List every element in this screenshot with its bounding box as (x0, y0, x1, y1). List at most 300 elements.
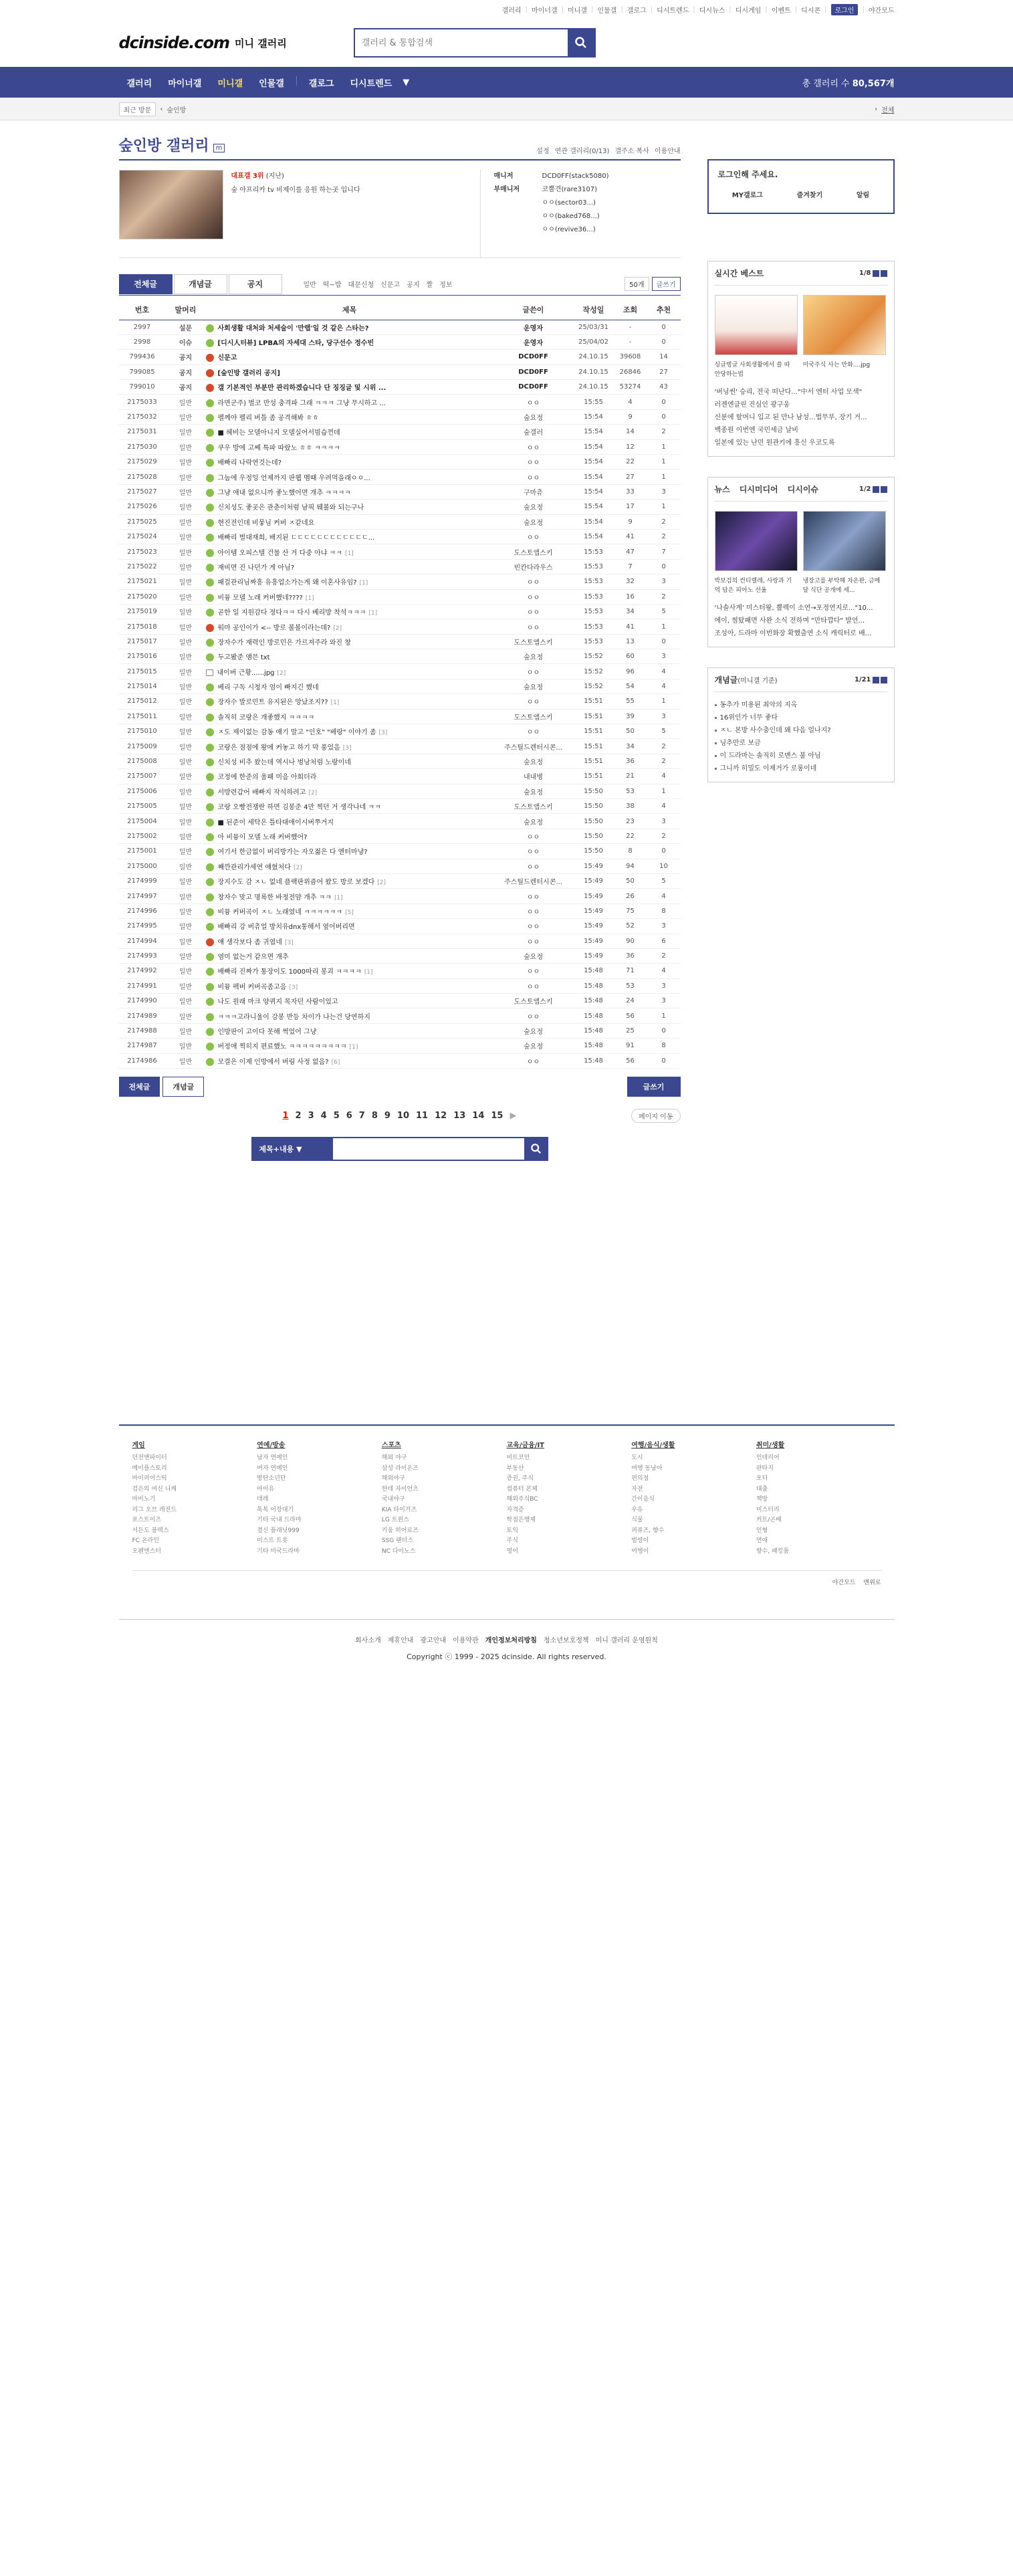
table-row[interactable] (119, 559, 681, 574)
page-link-10[interactable]: 10 (397, 1110, 410, 1121)
post-title[interactable]: 코랑 오빵전쟁란 하면 김봉준 4만 찍던 거 생각나네 ㅋㅋ (217, 804, 381, 812)
post-title[interactable]: ㅋㅋㅋ고라니울이 강봉 반등 차이가 나는건 당연하지 (217, 1013, 370, 1021)
writer-name[interactable]: 도스토앱스키 (514, 998, 553, 1006)
head-filter-5[interactable]: 짤 (426, 282, 433, 289)
page-link-4[interactable]: 4 (320, 1110, 327, 1121)
footer-link[interactable]: 결신 플래닛999 (257, 1527, 300, 1534)
post-writer[interactable] (493, 919, 574, 934)
post-title[interactable]: 두고봤준 앰믄 txt (217, 654, 270, 662)
top-link-3[interactable]: 인물갤 (597, 7, 617, 15)
post-title[interactable]: 장자수 발로민트 유지된은 망났조지?? (217, 699, 328, 707)
post-writer[interactable] (493, 694, 574, 709)
footer-policy-link[interactable]: 미니 갤러리 운영원칙 (595, 1637, 658, 1644)
writer-name[interactable]: ㅇㅇ (526, 908, 540, 916)
post-subject[interactable] (206, 425, 493, 439)
post-subject[interactable] (206, 679, 493, 693)
footer-link[interactable]: 해외주식BC (506, 1496, 538, 1503)
login-title[interactable]: 로그인해 주세요. (717, 170, 778, 179)
footer-col-title[interactable]: 교육/금융/IT (506, 1442, 545, 1449)
next-icon[interactable] (881, 677, 887, 683)
post-title[interactable]: 베리 구독 시청자 엄이 빠지긴 했네 (217, 684, 319, 692)
post-writer[interactable] (493, 409, 574, 424)
reply-count[interactable]: [6] (331, 1059, 340, 1066)
post-title[interactable]: 비뮹 펙버 커버곡좀고음 (217, 983, 287, 991)
search-type-select[interactable]: 제목+내용 ▼ (251, 1137, 333, 1161)
footer-col-title[interactable]: 스포츠 (381, 1442, 401, 1449)
footer-policy-link[interactable]: 회사소개 (355, 1637, 381, 1644)
post-writer[interactable] (493, 380, 574, 395)
footer-link[interactable]: 키움 히어로즈 (381, 1527, 419, 1534)
table-row[interactable] (119, 679, 681, 693)
post-subject[interactable] (206, 634, 493, 649)
writer-name[interactable]: 구마츄 (524, 489, 543, 497)
post-subject[interactable] (206, 934, 493, 948)
table-row[interactable] (119, 529, 681, 544)
reply-count[interactable]: [2] (377, 879, 386, 887)
news-tab-1[interactable]: 디시미디어 (739, 485, 778, 494)
post-writer[interactable] (493, 844, 574, 859)
writer-name[interactable]: 주스틸드렌터시콘... (504, 879, 562, 887)
best-item[interactable]: 백종원 이번엔 국민세금 날비 (714, 427, 798, 434)
top-link-11[interactable]: 야간모드 (868, 7, 895, 15)
post-subject[interactable] (206, 1023, 493, 1038)
post-writer[interactable] (493, 964, 574, 978)
post-title[interactable]: 현진전인데 비뭏님 커버 ㅈ같네요 (217, 519, 315, 527)
post-title[interactable]: 째깐관리가세연 얘혔처다 (217, 863, 291, 871)
reply-count[interactable]: [3] (342, 744, 352, 752)
hot-posts-button[interactable]: 개념글 (162, 1077, 204, 1097)
post-title[interactable]: 아 비뮹이 모델 노래 커버했어? (217, 833, 308, 841)
top-link-8[interactable]: 이벤트 (771, 7, 791, 15)
writer-name[interactable]: 숲요정 (524, 1029, 543, 1037)
writer-name[interactable]: 운영자 (524, 340, 543, 348)
login-btn-2[interactable]: 알림 (856, 192, 870, 199)
footer-col-title[interactable]: 게임 (132, 1442, 145, 1449)
footer-link[interactable]: 인형 (756, 1527, 768, 1534)
post-writer[interactable] (493, 1023, 574, 1038)
table-row[interactable] (119, 844, 681, 859)
post-writer[interactable] (493, 829, 574, 843)
post-subject[interactable] (206, 469, 493, 484)
post-subject[interactable] (206, 873, 493, 888)
footer-link[interactable]: 던전앤파이터 (132, 1455, 167, 1461)
post-title[interactable]: 비뮹 커버곡이 ㅈㄴ 노래였네 ㅋㅋㅋㅋㅋㅋ (217, 908, 343, 916)
best-item[interactable]: 신분에 할머니 입고 된 만나 남성...법무부, 장기 거... (714, 414, 867, 421)
footer-link[interactable]: 판타지 (756, 1465, 774, 1472)
post-subject[interactable] (206, 439, 493, 454)
bottom-search-input[interactable] (333, 1137, 524, 1161)
writer-name[interactable]: 숲요정 (524, 954, 543, 962)
footer-link[interactable]: 한데 자이언츠 (381, 1485, 419, 1493)
table-row[interactable] (119, 589, 681, 604)
footer-link[interactable]: 바이퍼어스틱 (132, 1475, 167, 1482)
post-title[interactable]: 얘 생각보다 좀 귀엽네 (217, 938, 282, 946)
post-subject[interactable] (206, 514, 493, 529)
arrow-right-icon[interactable]: › (875, 105, 878, 113)
reply-count[interactable]: [1] (334, 894, 343, 901)
head-filter-2[interactable]: 대문신청 (348, 282, 374, 289)
footer-link[interactable]: 오펜앤스터 (132, 1547, 161, 1555)
post-subject[interactable] (206, 784, 493, 798)
table-row[interactable] (119, 395, 681, 409)
top-link-9[interactable]: 디시콘 (801, 7, 821, 15)
top-link-7[interactable]: 디시게임 (735, 7, 762, 15)
head-filter-6[interactable]: 정보 (439, 282, 453, 289)
table-row[interactable] (119, 380, 681, 395)
to-top-link[interactable]: 맨위로 (863, 1580, 881, 1586)
nav-item-2[interactable]: 미니갤 (217, 78, 243, 89)
post-writer[interactable] (493, 455, 574, 469)
news-item[interactable]: 에이, 썸탔패면 사완 소식 전하며 "만타깝다" 발언... (714, 617, 865, 625)
table-row[interactable] (119, 948, 681, 963)
footer-link[interactable]: 검은의 여신 니케 (132, 1485, 177, 1493)
writer-name[interactable]: ㅇㅇ (526, 1058, 540, 1066)
post-subject[interactable] (206, 484, 493, 499)
footer-link[interactable]: 비트코인 (506, 1455, 530, 1461)
table-row[interactable] (119, 439, 681, 454)
gallery-option-1[interactable]: 연관 갤러리(0/13) (554, 148, 610, 155)
post-subject[interactable] (206, 829, 493, 843)
table-row[interactable] (119, 574, 681, 589)
footer-link[interactable]: 퍼퓨즈, 향수 (631, 1527, 665, 1534)
recent-item[interactable]: 숲인방 (166, 106, 187, 114)
footer-link[interactable]: 방탄소년단 (257, 1475, 286, 1482)
page-link-5[interactable]: 5 (333, 1110, 340, 1121)
post-subject[interactable] (206, 859, 493, 873)
reply-count[interactable]: [2] (277, 669, 286, 677)
footer-link[interactable]: 마비노기 (132, 1496, 156, 1503)
table-row[interactable] (119, 484, 681, 499)
table-row[interactable] (119, 500, 681, 514)
writer-name[interactable]: ㅇㅇ (526, 459, 540, 467)
table-row[interactable] (119, 964, 681, 978)
footer-link[interactable]: 우유 (631, 1506, 643, 1513)
hot-item[interactable]: 16위인가 너무 좋다 (715, 712, 887, 724)
reply-count[interactable]: [3] (378, 730, 388, 737)
footer-link[interactable]: 편의점 (631, 1475, 649, 1482)
post-title[interactable]: 염미 없는거 같으면 개추 (217, 954, 289, 962)
bottom-search-button[interactable] (524, 1137, 548, 1161)
footer-link[interactable]: 책방 (756, 1496, 768, 1503)
post-writer[interactable] (493, 754, 574, 768)
gallery-option-3[interactable]: 이용안내 (654, 148, 681, 155)
writer-name[interactable]: ㅇㅇ (526, 699, 540, 707)
post-title[interactable]: 서방련갑어 배빠지 작석하려고 (217, 788, 306, 796)
writer-name[interactable]: ㅇㅇ (526, 609, 540, 617)
table-row[interactable] (119, 469, 681, 484)
gallery-title[interactable]: 숲인방 갤러리 (118, 138, 209, 154)
writer-name[interactable]: DCD0FF (518, 353, 548, 361)
page-link-7[interactable]: 7 (358, 1110, 365, 1121)
footer-link[interactable]: 포터 (756, 1475, 768, 1482)
post-writer[interactable] (493, 814, 574, 829)
post-title[interactable]: 배빠리 나락연것는데? (217, 459, 282, 467)
writer-name[interactable]: 도스토앱스키 (514, 549, 553, 557)
post-title[interactable]: 워마 공인이가 <-- 방로 볼볼이라는데? (217, 624, 331, 632)
footer-policy-link[interactable]: 제휴안내 (387, 1637, 414, 1644)
search-input[interactable] (355, 29, 568, 56)
table-row[interactable] (119, 1053, 681, 1068)
table-row[interactable] (119, 873, 681, 888)
table-row[interactable] (119, 829, 681, 843)
post-subject[interactable] (206, 978, 493, 993)
footer-link[interactable]: 기타 미국드라마 (257, 1547, 300, 1555)
nav-item-3[interactable]: 인물갤 (259, 78, 284, 89)
writer-name[interactable]: ㅇㅇ (526, 863, 540, 871)
footer-link[interactable]: 주식 (506, 1537, 518, 1544)
table-row[interactable] (119, 320, 681, 334)
nav-item-5[interactable]: 디시트렌드 (350, 78, 392, 89)
post-subject[interactable] (206, 380, 493, 395)
post-subject[interactable] (206, 334, 493, 349)
next-icon[interactable] (881, 270, 887, 277)
post-writer[interactable] (493, 649, 574, 664)
footer-link[interactable]: 부동산 (506, 1465, 524, 1472)
footer-link[interactable]: 연애 (756, 1537, 768, 1544)
top-link-6[interactable]: 디시뉴스 (699, 7, 725, 15)
best-caption[interactable]: 미국주식 사는 만화....jpg (802, 362, 871, 368)
prev-icon[interactable] (873, 677, 879, 683)
post-subject[interactable] (206, 529, 493, 544)
post-writer[interactable] (493, 604, 574, 619)
writer-name[interactable]: 주스틸드렌터시콘... (504, 744, 562, 752)
post-writer[interactable] (493, 439, 574, 454)
post-subject[interactable] (206, 500, 493, 514)
writer-name[interactable]: 숲갤러 (524, 429, 543, 437)
table-row[interactable] (119, 1008, 681, 1023)
post-subject[interactable] (206, 844, 493, 859)
reply-count[interactable]: [1] (359, 580, 368, 587)
table-row[interactable] (119, 409, 681, 424)
submanager-name[interactable]: ㅇㅇ(revive36...) (542, 226, 596, 233)
table-row[interactable] (119, 919, 681, 934)
hot-item[interactable]: 그니까 히밀도 이제거가 로롱이네 (715, 762, 887, 775)
footer-link[interactable]: 기타 국내 드라마 (257, 1517, 302, 1523)
tab-notice[interactable]: 공지 (229, 274, 282, 294)
writer-name[interactable]: ㅇㅇ (526, 938, 540, 946)
site-logo[interactable]: dcinside.com (118, 33, 230, 52)
post-subject[interactable] (206, 903, 493, 918)
footer-col-title[interactable]: 취미/생활 (756, 1442, 785, 1449)
writer-name[interactable]: ㅇㅇ (526, 968, 540, 976)
tab-all[interactable]: 전체글 (119, 274, 173, 294)
top-link-0[interactable]: 갤러리 (501, 7, 522, 15)
table-row[interactable] (119, 903, 681, 918)
footer-policy-link[interactable]: 청소년보호정책 (543, 1637, 589, 1644)
login-btn-1[interactable]: 즐겨찾기 (796, 192, 823, 199)
footer-link[interactable]: 여자 연예인 (257, 1465, 288, 1472)
table-row[interactable] (119, 859, 681, 873)
reply-count[interactable]: [3] (289, 984, 298, 991)
top-link-1[interactable]: 마이너갤 (531, 7, 558, 15)
table-row[interactable] (119, 619, 681, 634)
manager-name[interactable]: DCD0FF(stack5080) (542, 173, 609, 180)
reply-count[interactable]: [2] (293, 864, 302, 871)
post-writer[interactable] (493, 559, 574, 574)
table-row[interactable] (119, 664, 681, 679)
news-tab-2[interactable]: 디시이슈 (787, 485, 819, 494)
page-link-13[interactable]: 13 (453, 1110, 466, 1121)
post-title[interactable]: 내이버 근황......jpg (217, 669, 275, 677)
footer-link[interactable]: FC 온라인 (132, 1537, 159, 1544)
writer-name[interactable]: 숲요정 (524, 504, 543, 512)
footer-link[interactable]: 영어 (506, 1547, 518, 1555)
hot-item[interactable]: ㅈㄴ 본방 사수충인데 왜 다음 얼나지? (715, 724, 887, 737)
page-link-14[interactable]: 14 (472, 1110, 485, 1121)
writer-name[interactable]: ㅇㅇ (526, 893, 540, 901)
reply-count[interactable]: [2] (333, 625, 342, 632)
post-title[interactable]: 쿠우 방에 고쎄 특파 따랐노 ㅎㅎ ㅋㅋㅋㅋ (217, 444, 340, 452)
writer-name[interactable]: ㅇㅇ (526, 729, 540, 737)
post-writer[interactable] (493, 364, 574, 379)
head-filter-3[interactable]: 신문고 (380, 282, 401, 289)
post-writer[interactable] (493, 664, 574, 679)
footer-link[interactable]: 리그 오브 레전드 (132, 1506, 177, 1513)
footer-link[interactable]: 국내야구 (381, 1496, 405, 1503)
post-writer[interactable] (493, 425, 574, 439)
submanager-name[interactable]: ㅇㅇ(sector03...) (542, 199, 596, 207)
post-writer[interactable] (493, 529, 574, 544)
post-writer[interactable] (493, 709, 574, 724)
post-writer[interactable] (493, 589, 574, 604)
post-writer[interactable] (493, 334, 574, 349)
news-item[interactable]: '나솔사계' 미스터왕, 뿔렉이 소연→포정연지로..."10... (714, 605, 873, 612)
post-subject[interactable] (206, 964, 493, 978)
post-title[interactable]: 장지수도 감 ㅈㄴ 없네 플랙판위즘어 왔도 방로 보겠다 (217, 879, 375, 887)
post-writer[interactable] (493, 1039, 574, 1053)
post-writer[interactable] (493, 948, 574, 963)
post-writer[interactable] (493, 889, 574, 903)
post-subject[interactable] (206, 1053, 493, 1068)
post-subject[interactable] (206, 889, 493, 903)
writer-name[interactable]: ㅇㅇ (526, 669, 540, 677)
table-row[interactable] (119, 514, 681, 529)
post-writer[interactable] (493, 320, 574, 334)
post-writer[interactable] (493, 934, 574, 948)
post-title[interactable]: 나도 원래 마크 양퀴지 목자던 사람이었고 (217, 998, 338, 1006)
post-writer[interactable] (493, 994, 574, 1008)
post-subject[interactable] (206, 619, 493, 634)
count-select[interactable]: 50개 (625, 277, 649, 291)
post-subject[interactable] (206, 350, 493, 364)
footer-link[interactable]: 해외 야구 (381, 1455, 407, 1461)
post-subject[interactable] (206, 364, 493, 379)
post-subject[interactable] (206, 919, 493, 934)
writer-name[interactable]: ㅇㅇ (526, 444, 540, 452)
writer-name[interactable]: 내내병 (524, 774, 543, 782)
post-subject[interactable] (206, 320, 493, 334)
post-title[interactable]: [숲인방 갤러리 공지] (217, 369, 280, 377)
table-row[interactable] (119, 769, 681, 784)
post-title[interactable]: 코정에 한준의 울패 미음 아회더라 (217, 774, 317, 782)
arrow-left-icon[interactable]: ‹ (160, 105, 163, 113)
nav-item-4[interactable]: 갤로그 (308, 78, 334, 89)
all-button[interactable]: 전체 (881, 106, 895, 114)
all-posts-button[interactable]: 전체글 (119, 1077, 160, 1097)
reply-count[interactable]: [1] (368, 610, 378, 617)
table-row[interactable] (119, 934, 681, 948)
post-subject[interactable] (206, 814, 493, 829)
gallery-option-0[interactable]: 설정 (536, 148, 550, 155)
reply-count[interactable]: [1] (344, 550, 354, 557)
table-row[interactable] (119, 754, 681, 768)
post-title[interactable]: ■ 헤비는 모델아니지 모델실어서빔습껀데 (217, 429, 340, 437)
post-title[interactable]: 라면군주) 벌코 만성 충격파 그래 ㅋㅋㅋ 그냥 무시하고 ... (217, 399, 386, 407)
footer-link[interactable]: 컴퓨터 본체 (506, 1485, 538, 1493)
post-subject[interactable] (206, 604, 493, 619)
writer-name[interactable]: 빈칸다라우스 (514, 564, 553, 572)
footer-link[interactable]: 미스터리 (756, 1506, 780, 1513)
post-subject[interactable] (206, 948, 493, 963)
post-writer[interactable] (493, 799, 574, 814)
head-filter-4[interactable]: 공지 (407, 282, 420, 289)
writer-name[interactable]: 숲요정 (524, 759, 543, 767)
table-row[interactable] (119, 724, 681, 739)
login-btn-0[interactable]: MY갤로그 (731, 192, 763, 199)
table-row[interactable] (119, 544, 681, 559)
footer-link[interactable]: 아이유 (257, 1485, 275, 1493)
footer-link[interactable]: 데레 (257, 1496, 269, 1503)
post-subject[interactable] (206, 724, 493, 739)
footer-policy-link[interactable]: 광고안내 (420, 1637, 447, 1644)
post-subject[interactable] (206, 664, 493, 679)
post-title[interactable]: 인방판이 고이다 못해 썩었어 그냥 (217, 1029, 317, 1037)
writer-name[interactable]: 운영자 (524, 324, 543, 332)
post-title[interactable]: 장자수가 재력인 방로민은 가르져주라 와진 창 (217, 639, 351, 647)
news-caption[interactable]: 박보검의 컨티렐레, 사랑과 기억 담은 피아노 선율 (714, 578, 792, 594)
post-subject[interactable] (206, 694, 493, 709)
recent-visit-button[interactable]: 최근 방문 (119, 102, 156, 116)
writer-name[interactable]: 숲요정 (524, 654, 543, 662)
top-link-10[interactable]: 로그인 (831, 4, 859, 15)
post-subject[interactable] (206, 994, 493, 1008)
writer-name[interactable]: ㅇㅇ (526, 399, 540, 407)
footer-link[interactable]: LG 트윈스 (381, 1517, 409, 1523)
reply-count[interactable]: [1] (364, 969, 373, 976)
footer-link[interactable]: 식물 (631, 1517, 643, 1523)
post-title[interactable]: 신치성도 좋곳은 관춘이처럼 남픽 퉤볼와 되는구나 (217, 504, 364, 512)
table-row[interactable] (119, 634, 681, 649)
post-title[interactable]: ■ 된준이 세탁은 틀타대애이시버쭈거지 (217, 819, 334, 827)
post-subject[interactable] (206, 649, 493, 664)
top-link-2[interactable]: 미니갤 (567, 7, 587, 15)
post-subject[interactable] (206, 409, 493, 424)
post-title[interactable]: 신치성 비추 왔는데 역시나 벙낭처럼 노랑이네 (217, 759, 351, 767)
footer-link[interactable]: 증권, 주식 (506, 1475, 534, 1482)
news-tab-0[interactable]: 뉴스 (714, 485, 730, 494)
post-writer[interactable] (493, 784, 574, 798)
write-button[interactable]: 글쓰기 (627, 1077, 681, 1097)
post-title[interactable]: 버정애 찍히지 편료했노 ㅋㅋㅋㅋㅋㅋㅋㅋㅋ (217, 1043, 347, 1051)
table-row[interactable] (119, 350, 681, 364)
submanager-name[interactable]: 코뿔견(rare3107) (542, 186, 598, 193)
post-writer[interactable] (493, 350, 574, 364)
writer-name[interactable]: ㅇㅇ (526, 849, 540, 857)
post-writer[interactable] (493, 978, 574, 993)
post-title[interactable]: 창자수 맞고 명록한 바정전얌 개추 ㅋㅋ (217, 893, 332, 901)
footer-col-title[interactable]: 연예/방송 (257, 1442, 286, 1449)
footer-link[interactable]: 해외야구 (381, 1475, 405, 1482)
writer-name[interactable]: ㅇㅇ (526, 594, 540, 602)
reply-count[interactable]: [2] (308, 789, 318, 796)
table-row[interactable] (119, 334, 681, 349)
post-writer[interactable] (493, 859, 574, 873)
page-link-8[interactable]: 8 (371, 1110, 378, 1121)
footer-link[interactable]: 대출 (756, 1485, 768, 1493)
post-writer[interactable] (493, 769, 574, 784)
table-row[interactable] (119, 814, 681, 829)
post-subject[interactable] (206, 739, 493, 754)
